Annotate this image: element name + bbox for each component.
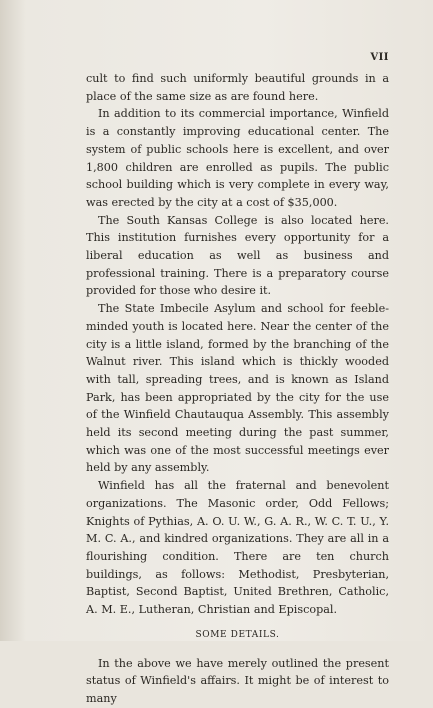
- paragraph-asylum-island-park: The State Imbecile Asylum and school for feeble-minded youth is located here. Near the center of the city is a little island, formed by the branching of the Walnut river. This island which is thickly wooded with tall, spreading trees, and is known as Island Park, has been appropriated by the city for the use of the Winfield Chautauqua Assembly. This assembly held its second meeting during the past summer, which was one of the most successful meetings ever held by any assembly.: [86, 302, 389, 475]
- body-text: [86, 70, 389, 708]
- paragraph-education: In addition to its commercial importance, Winfield is a constantly improving educational center. The system of public schools here is excellent, and over 1,800 children are enrolled as pupils. The public school building which is very complete in every way, was erected by the city at a cost of $35,000.: [86, 107, 389, 209]
- paragraph-continuation: cult to find such uniformly beautiful grounds in a place of the same size as are found here.: [86, 72, 389, 103]
- paragraph-organizations: Winfield has all the fraternal and benevolent organizations. The Masonic order, Odd Fellows; Knights of Pythias, A. O. U. W., G. A. R., W. C. T. U., Y. M. C. A., and kindred organizations. They are all in a flourishing condition. There are ten church buildings, as follows: Methodist, Presbyterian, Baptist, Second Baptist, United Brethren, Catholic, A. M. E., Lutheran, Christian and Episcopal.: [86, 479, 389, 617]
- page-number: VII: [370, 52, 389, 63]
- paragraph-closing: In the above we have merely outlined the present status of Winfield's affairs. It might be of interest to many: [86, 656, 389, 705]
- paragraph-college: The South Kansas College is also located here. This institution furnishes every opportunity for a liberal education as well as business and professional training. There is a preparatory course provided for those who desire it.: [86, 213, 389, 298]
- section-heading: SOME DETAILS.: [195, 629, 280, 640]
